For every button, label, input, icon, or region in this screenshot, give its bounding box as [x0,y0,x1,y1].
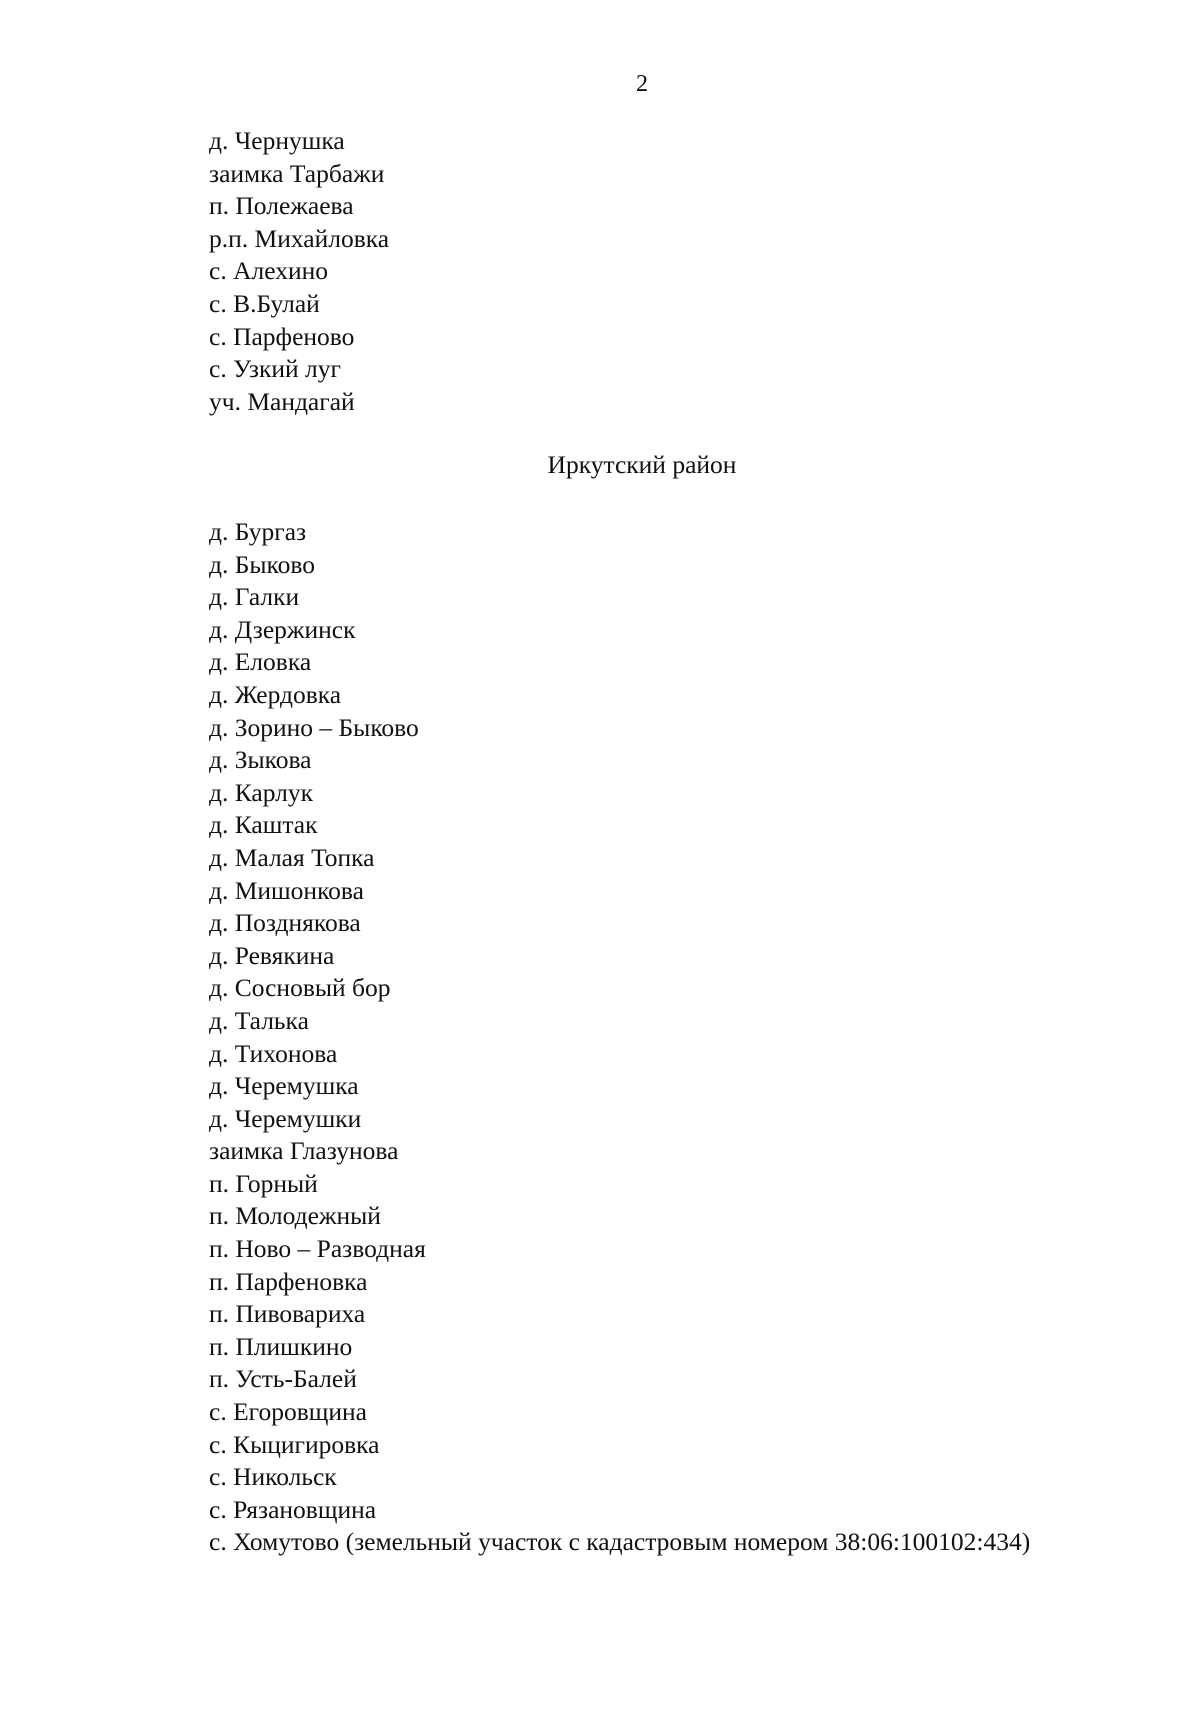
list-item: заимка Глазунова [209,1136,399,1166]
list-item: д. Позднякова [209,908,361,938]
list-item: д. Еловка [209,647,312,677]
list-item: с. Кыцигировка [209,1429,380,1459]
list-item: р.п. Михайловка [209,223,390,253]
page-number: 2 [636,71,648,97]
section-heading: Иркутский район [547,450,737,479]
list-item: уч. Мандагай [209,386,355,416]
list-item: с. Хомутово (земельный участок с кадастровым номером 38:06:100102:434) [209,1527,1031,1557]
settlement-list-top [209,125,389,418]
settlement-list-irkutsk [209,516,1030,1559]
list-item: д. Бургаз [209,517,307,546]
list-item: с. Никольск [209,1462,337,1492]
list-item: с. Узкий луг [209,354,341,384]
list-item: с. Рязановщина [209,1494,377,1524]
list-item: д. Талька [209,1005,309,1035]
list-item: д. Зорино – Быково [209,712,419,742]
list-item: д. Быково [209,549,315,579]
list-item: д. Галки [209,582,300,612]
list-item: п. Горный [209,1168,318,1198]
list-item: п. Усть-Балей [209,1364,357,1394]
list-item: д. Сосновый бор [209,973,391,1003]
list-item: п. Пивовариха [209,1299,366,1329]
list-item: д. Черемушка [209,1071,359,1101]
list-item: д. Жердовка [209,679,342,709]
list-item: д. Каштак [209,810,318,840]
list-item: п. Молодежный [209,1201,381,1231]
list-item: д. Дзержинск [209,614,356,644]
list-item: д. Карлук [209,777,313,807]
list-item: с. Алехино [209,256,328,286]
list-item: д. Малая Топка [209,842,375,872]
list-item: п. Плишкино [209,1331,353,1361]
list-item: д. Черемушки [209,1103,362,1133]
list-item: д. Тихонова [209,1038,338,1068]
list-item: п. Ново – Разводная [209,1234,426,1264]
list-item: заимка Тарбажи [209,158,385,188]
list-item: п. Полежаева [209,191,354,221]
list-item: д. Мишонкова [209,875,364,905]
list-item: с. В.Булай [209,288,320,318]
list-item: д. Зыкова [209,745,312,775]
list-item: с. Егоровщина [209,1397,368,1427]
list-item: п. Парфеновка [209,1266,368,1296]
list-item: с. Парфеново [209,321,355,351]
list-item: д. Чернушка [209,126,345,155]
list-item: д. Ревякина [209,940,335,970]
